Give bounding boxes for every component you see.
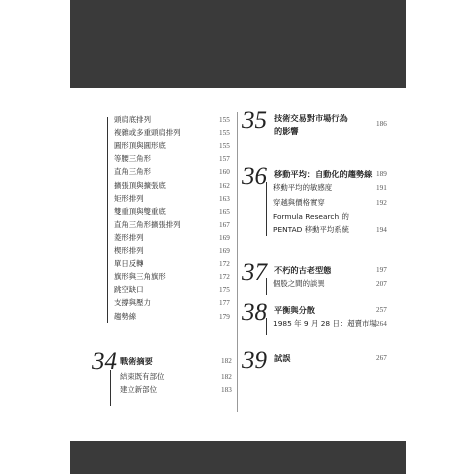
bottom-dark-band [70,441,406,474]
entry-title: 複雜或多重頭肩排列 [114,128,181,138]
entry-page: 169 [219,233,230,242]
entry-title: 穿越與價格實穿 [273,197,325,207]
entry-title: 跳空缺口 [114,285,144,295]
entry-title: 個股之間的談異 [273,279,325,288]
entry-title: 支撐與壓力 [114,298,151,308]
entry-title: 旗形與三角旗形 [114,272,166,282]
entry-title: 頭肩底排列 [114,115,151,124]
entry-page: 183 [221,386,232,394]
chapter-title[interactable]: 戰術摘要 [120,356,153,366]
chapter-number: 39 [242,347,267,374]
entry-page: 194 [376,225,387,234]
entry-title: 菱形排列 [114,232,144,242]
entry-title: PENTAD 移動平均系統 [273,224,350,234]
entry-title: 1985 年 9 月 28 日：超賣市場 [273,319,377,328]
chapter-page: 267 [376,354,387,362]
entry-page: 192 [376,198,387,207]
entry-title: 矩形排列 [114,193,144,203]
toc-page [70,88,406,441]
chapter-page: 186 [376,120,387,128]
entry-page: 207 [376,280,387,288]
entry-page: 175 [219,286,230,295]
entry-page: 177 [219,299,230,308]
left-list-rule [107,117,108,323]
entry-title: Formula Research 的 [273,212,349,221]
chapter-title[interactable]: 移動平均：自動化的趨勢線 [274,169,373,179]
entry-title: 趨勢線 [114,311,137,321]
top-dark-band [70,0,406,88]
chapter-title[interactable]: 的影響 [274,126,299,136]
entry-page: 169 [219,247,230,255]
chapter-page: 189 [376,170,387,178]
entry-page: 167 [219,220,230,229]
entry-page: 155 [219,129,230,138]
entry-page: 179 [219,312,230,321]
chapter-number: 34 [92,348,117,375]
entry-title: 建立新部位 [120,385,157,394]
chapter-rule [266,278,267,295]
entry-page: 264 [376,320,387,328]
entry-title: 單日反轉 [114,259,144,269]
chapter-title[interactable]: 不朽的古老型態 [274,265,332,275]
entry-title: 直角三角形 [114,167,151,177]
entry-page: 155 [219,142,230,151]
entry-title: 直角三角形擴張排列 [114,219,181,229]
entry-page: 172 [219,260,230,269]
chapter-page: 182 [221,357,232,365]
chapter-title[interactable]: 平衡與分散 [274,305,315,315]
entry-title: 等腰三角形 [114,154,151,164]
chapter-page: 197 [376,266,387,274]
entry-title: 移動平均的敏感度 [273,183,333,192]
entry-page: 157 [219,155,230,164]
entry-title: 楔形排列 [114,246,144,255]
entry-page: 172 [219,273,230,282]
chapter-rule [110,370,111,406]
entry-page: 163 [219,194,230,203]
entry-page: 182 [221,373,232,381]
chapter-number: 35 [242,107,267,134]
entry-page: 160 [219,168,230,177]
entry-title: 圓形頂與圓形底 [114,141,166,151]
entry-page: 155 [219,116,230,124]
chapter-number: 38 [242,299,267,326]
chapter-title[interactable]: 試誤 [274,353,291,363]
entry-page: 162 [219,181,230,190]
chapter-rule [266,318,267,335]
chapter-number: 36 [242,163,267,190]
entry-title: 雙重頂與雙重底 [114,206,166,216]
chapter-title[interactable]: 技術交易對市場行為 [274,113,348,123]
chapter-rule [266,182,267,236]
entry-page: 191 [376,184,387,192]
column-divider [237,112,238,412]
entry-title: 擴張頂與擴張底 [114,180,166,190]
chapter-page: 257 [376,306,387,314]
entry-page: 165 [219,207,230,216]
entry-title: 結束既有部位 [120,372,165,381]
chapter-number: 37 [242,259,267,286]
